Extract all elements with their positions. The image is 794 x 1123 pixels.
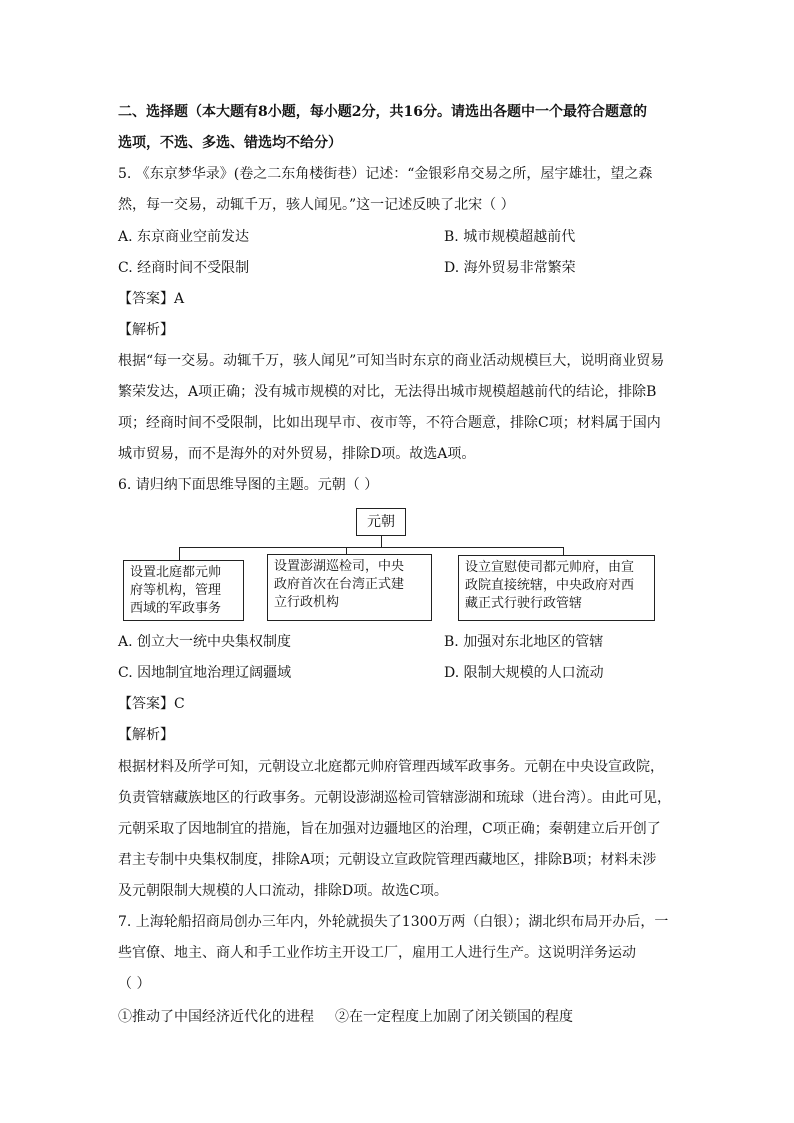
mindmap-node-right-line: 藏正式行驶行政管辖 <box>465 596 583 611</box>
q6-analysis-label: 【解析】 <box>118 727 174 743</box>
q6-answer: 【答案】C <box>118 696 185 712</box>
mindmap-node-right-line: 政院直接统辖，中央政府对西 <box>465 578 635 593</box>
q6-analysis-line: 及元朝限制大规模的人口流动，排除D项。故选C项。 <box>118 883 448 899</box>
q5-analysis-line: 项；经商时间不受限制，比如出现早市、夜市等，不符合题意，排除C项；材料属于国内 <box>118 415 661 431</box>
q5-option-d: D. 海外贸易非常繁荣 <box>444 260 576 276</box>
mindmap-node-left-line: 设置北庭都元帅 <box>130 565 222 580</box>
mindmap-node-middle-line: 立行政机构 <box>274 595 340 610</box>
q5-analysis-line: 根据“每一交易。动辄千万，骇人闻见”可知当时东京的商业活动规模巨大，说明商业贸易 <box>118 353 665 369</box>
q7-item-2: ②在一定程度上加剧了闭关锁国的程度 <box>335 1009 573 1025</box>
q6-analysis-line: 君主专制中央集权制度，排除A项；元朝设立宣政院管理西藏地区，排除B项；材料未涉 <box>118 852 657 868</box>
q5-analysis-label: 【解析】 <box>118 322 174 338</box>
mindmap-node-left <box>123 560 244 621</box>
mindmap-node-middle <box>267 554 432 621</box>
mindmap-node-right-line: 设立宣慰使司都元帅府，由宣 <box>465 560 635 575</box>
mindmap-node-middle-line: 设置澎湖巡检司，中央 <box>274 559 405 574</box>
mindmap-node-middle-line: 政府首次在台湾正式建 <box>274 577 405 592</box>
mindmap-connector-stem <box>381 536 382 547</box>
mindmap-connector-middle <box>346 547 347 554</box>
mindmap-root-box <box>356 508 406 536</box>
q6-stem: 6. 请归纳下面思维导图的主题。元朝（ ） <box>118 477 379 493</box>
q6-option-a: A. 创立大一统中央集权制度 <box>118 634 292 650</box>
q5-stem-line-1: 5. 《东京梦华录》(卷之二东角楼街巷）记述：“金银彩帛交易之所，屋宇雄壮，望之森 <box>118 166 653 182</box>
section-header-line-2: 选项，不选、多选、错选均不给分） <box>118 135 342 151</box>
q5-analysis-line: 城市贸易，而不是海外的对外贸易，排除D项。故选A项。 <box>118 446 476 462</box>
mindmap-connector-right <box>563 547 564 555</box>
q7-stem-line-2: 些官僚、地主、商人和手工业作坊主开设工厂，雇用工人进行生产。这说明洋务运动 <box>118 945 636 961</box>
q6-analysis-line: 元朝采取了因地制宜的措施，旨在加强对边疆地区的治理，C项正确；秦朝建立后开创了 <box>118 821 661 837</box>
q7-item-1: ①推动了中国经济近代化的进程 <box>118 1009 314 1025</box>
q5-option-a: A. 东京商业空前发达 <box>118 229 250 245</box>
q5-analysis-line: 繁荣发达，A项正确；没有城市规模的对比，无法得出城市规模超越前代的结论，排除B <box>118 384 657 400</box>
mindmap-root-label: 元朝 <box>367 514 395 530</box>
q7-stem-line-3: （ ） <box>118 976 151 992</box>
q6-analysis-line: 负责管辖藏族地区的行政事务。元朝设澎湖巡检司管辖澎湖和琉球（进台湾）。由此可见， <box>118 790 671 806</box>
q6-option-b: B. 加强对东北地区的管辖 <box>444 634 604 650</box>
mindmap-node-left-line: 府等机构，管理 <box>130 583 222 598</box>
mindmap-connector-left <box>179 547 180 560</box>
q5-stem-line-2: 然，每一交易，动辄千万，骇人闻见。”这一记述反映了北宋（ ） <box>118 197 515 213</box>
q6-analysis-line: 根据材料及所学可知，元朝设立北庭都元帅府管理西域军政事务。元朝在中央设宣政院， <box>118 759 664 775</box>
q6-option-c: C. 因地制宜地治理辽阔疆域 <box>118 665 292 681</box>
mindmap-node-left-line: 西域的军政事务 <box>130 601 222 616</box>
q7-stem-line-1: 7. 上海轮船招商局创办三年内，外轮就损失了1300万两（白银）；湖北织布局开办后，一 <box>118 914 669 930</box>
q5-option-c: C. 经商时间不受限制 <box>118 260 250 276</box>
section-header-line-1: 二、选择题（本大题有8小题，每小题2分，共16分。请选出各题中一个最符合题意的 <box>118 104 647 120</box>
q5-option-b: B. 城市规模超越前代 <box>444 229 576 245</box>
q6-option-d: D. 限制大规模的人口流动 <box>444 665 604 681</box>
q5-answer: 【答案】A <box>118 291 185 307</box>
mindmap-node-right <box>458 555 655 621</box>
mindmap-connector-bar <box>179 547 564 548</box>
